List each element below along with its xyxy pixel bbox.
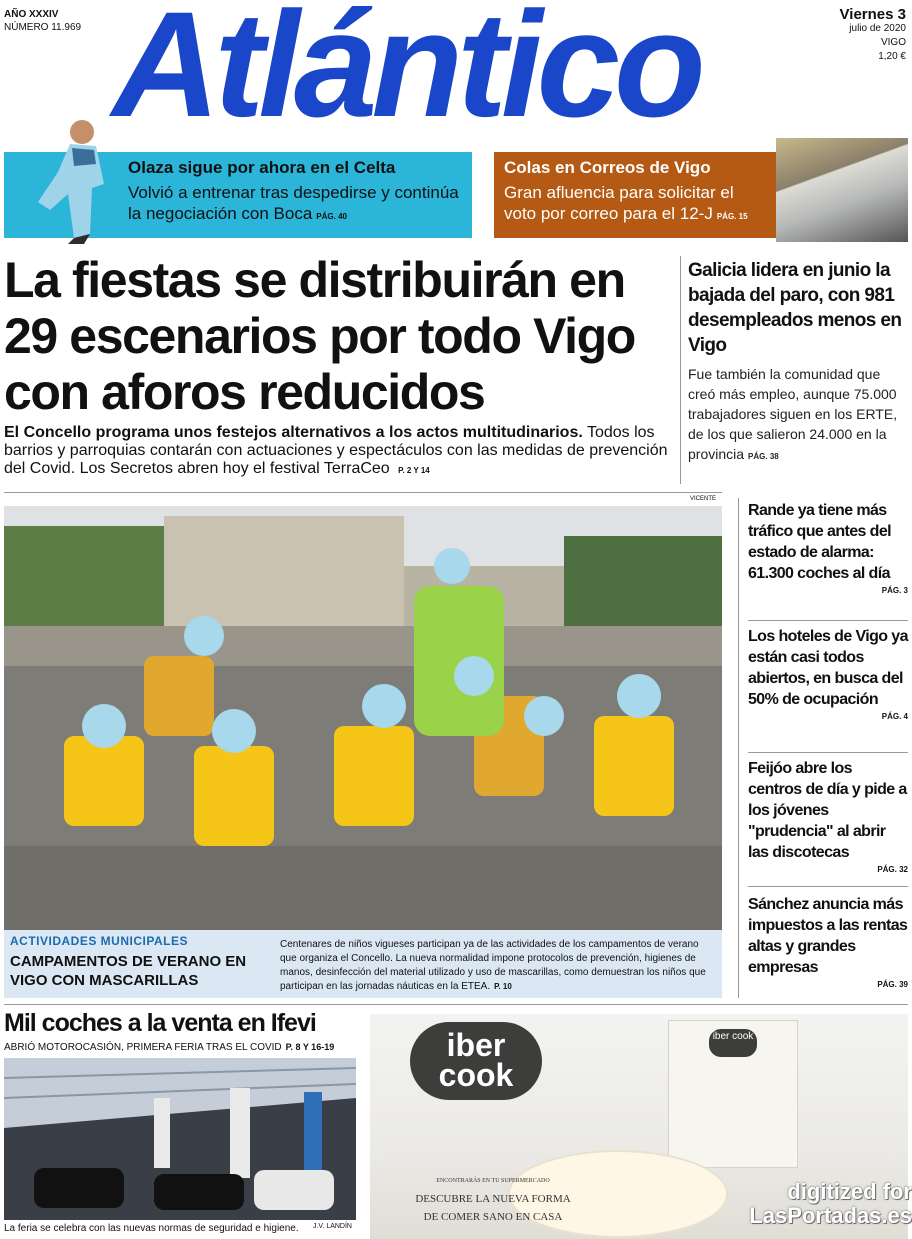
brief-headline: Sánchez anuncia más impuestos a las rentas altas y grandes empresas <box>748 896 908 976</box>
ifevi-page: P. 8 Y 16-19 <box>285 1042 335 1052</box>
children-camp-photo <box>4 506 722 930</box>
brief-hoteles[interactable] <box>748 626 908 721</box>
ifevi-headline[interactable]: Mil coches a la venta en Ifevi <box>4 1009 316 1037</box>
edition-day: Viernes 3 <box>839 6 906 23</box>
section-divider <box>4 492 722 493</box>
teaser-correos[interactable] <box>494 152 776 238</box>
teaser-title: Colas en Correos de Vigo <box>504 158 711 177</box>
ad-slogan-line1: DESCUBRE LA NUEVA FORMA <box>415 1193 571 1205</box>
ad-small-text: ENCONTRARÁS EN TU SUPERMERCADO <box>436 1178 550 1184</box>
newspaper-logo[interactable]: Atlántico <box>112 0 700 148</box>
brief-headline: Feijóo abre los centros de día y pide a los jóvenes "prudencia" al abrir las discotecas <box>748 760 907 861</box>
brief-feijoo[interactable] <box>748 758 908 874</box>
teaser-page: PÁG. 40 <box>316 212 347 221</box>
teaser-page: PÁG. 15 <box>716 212 748 221</box>
brief-page: PÁG. 4 <box>881 712 908 721</box>
ad-slogan <box>378 1172 608 1226</box>
post-office-queue-photo <box>776 138 908 242</box>
galicia-body: Fue también la comunidad que creó más empleo, aunque 75.000 trabajadores siguen en los ERTE, de los que salieron 24.000 en la provincia PÁG. 38 <box>688 366 898 462</box>
galicia-page: PÁG. 38 <box>748 452 779 461</box>
photo-credit: VICENTE <box>690 496 717 502</box>
brief-page: PÁG. 39 <box>877 980 908 989</box>
ad-slogan-line2: DE COMER SANO EN CASA <box>423 1211 563 1223</box>
brief-divider <box>748 886 908 887</box>
ad-logo-line1: iber <box>446 1027 506 1063</box>
lead-sub-text: Todos los barrios y parroquias contarán con actuaciones y espectáculos con las medidas de prevención del Covid. Los Secretos abren hoy el festival TerraCeo <box>4 424 668 477</box>
ifevi-photo-credit: J.V. LANDÍN <box>312 1223 352 1230</box>
ifevi-caption: La feria se celebra con las nuevas normas de seguridad e higiene. J.V. LANDÍN <box>4 1223 352 1234</box>
edition-year: AÑO XXXIV <box>4 9 59 20</box>
caption-page: P. 10 <box>494 982 512 991</box>
brief-sanchez[interactable] <box>748 894 908 989</box>
caption-headline[interactable]: CAMPAMENTOS DE VERANO EN VIGO CON MASCARILLAS <box>10 953 247 989</box>
ad-logo[interactable] <box>410 1022 542 1100</box>
brief-headline: Rande ya tiene más tráfico que antes del estado de alarma: 61.300 coches al día <box>748 502 891 582</box>
caption-text: Centenares de niños vigueses participan ya de las actividades de los campamentos de verano que organiza el Concello. La nueva normalidad impone protocolos de prevención, higienes de manos, desinfección del material utilizado y uso de mascarillas, como demuestran los niños que participan en las jornadas náuticas en la ETEA. P. 10 <box>280 939 706 992</box>
brief-page: PÁG. 32 <box>877 865 908 874</box>
watermark-line2: LasPortadas.es <box>749 1203 912 1228</box>
footballer-photo <box>10 114 120 244</box>
teaser-body: Volvió a entrenar tras despedirse y continúa la negociación con Boca PÁG. 40 <box>128 183 459 223</box>
edition-city: VIGO <box>880 37 906 48</box>
galicia-story[interactable] <box>688 258 910 467</box>
brief-divider <box>748 620 908 621</box>
watermark-line1: digitized for <box>787 1179 912 1204</box>
brief-page: PÁG. 3 <box>881 586 908 595</box>
car-fair-photo <box>4 1058 356 1220</box>
galicia-headline: Galicia lidera en junio la bajada del paro, con 981 desempleados menos en Vigo <box>688 260 902 356</box>
teaser-body: Gran afluencia para solicitar el voto por correo para el 12-J PÁG. 15 <box>504 183 748 223</box>
edition-info <box>4 8 124 34</box>
ad-logo-line2: cook <box>438 1057 514 1093</box>
watermark <box>716 1180 912 1228</box>
column-divider <box>680 256 681 484</box>
lead-page: P. 2 Y 14 <box>398 466 430 475</box>
brief-rande[interactable] <box>748 500 908 595</box>
edition-date <box>806 8 906 64</box>
lead-headline[interactable]: La fiestas se distribuirán en 29 escenarios por todo Vigo con aforos reducidos <box>4 252 635 420</box>
ad-product-package <box>668 1020 798 1168</box>
column-divider <box>738 498 739 998</box>
edition-number: NÚMERO 11.969 <box>4 22 82 33</box>
teaser-title: Olaza sigue por ahora en el Celta <box>128 158 396 177</box>
package-logo: iber cook <box>709 1029 757 1057</box>
brief-divider <box>748 752 908 753</box>
lead-subheadline <box>4 424 680 480</box>
caption-section: ACTIVIDADES MUNICIPALES <box>10 934 188 948</box>
edition-month: julio de 2020 <box>849 23 906 34</box>
edition-price: 1,20 € <box>878 51 906 62</box>
section-divider <box>4 1004 908 1005</box>
lead-sub-bold: El Concello programa unos festejos alternativos a los actos multitudinarios. <box>4 424 583 441</box>
brief-headline: Los hoteles de Vigo ya están casi todos abiertos, en busca del 50% de ocupación <box>748 628 908 708</box>
ifevi-subheadline: ABRIÓ MOTOROCASIÓN, PRIMERA FERIA TRAS EL COVID P. 8 Y 16-19 <box>4 1042 335 1053</box>
